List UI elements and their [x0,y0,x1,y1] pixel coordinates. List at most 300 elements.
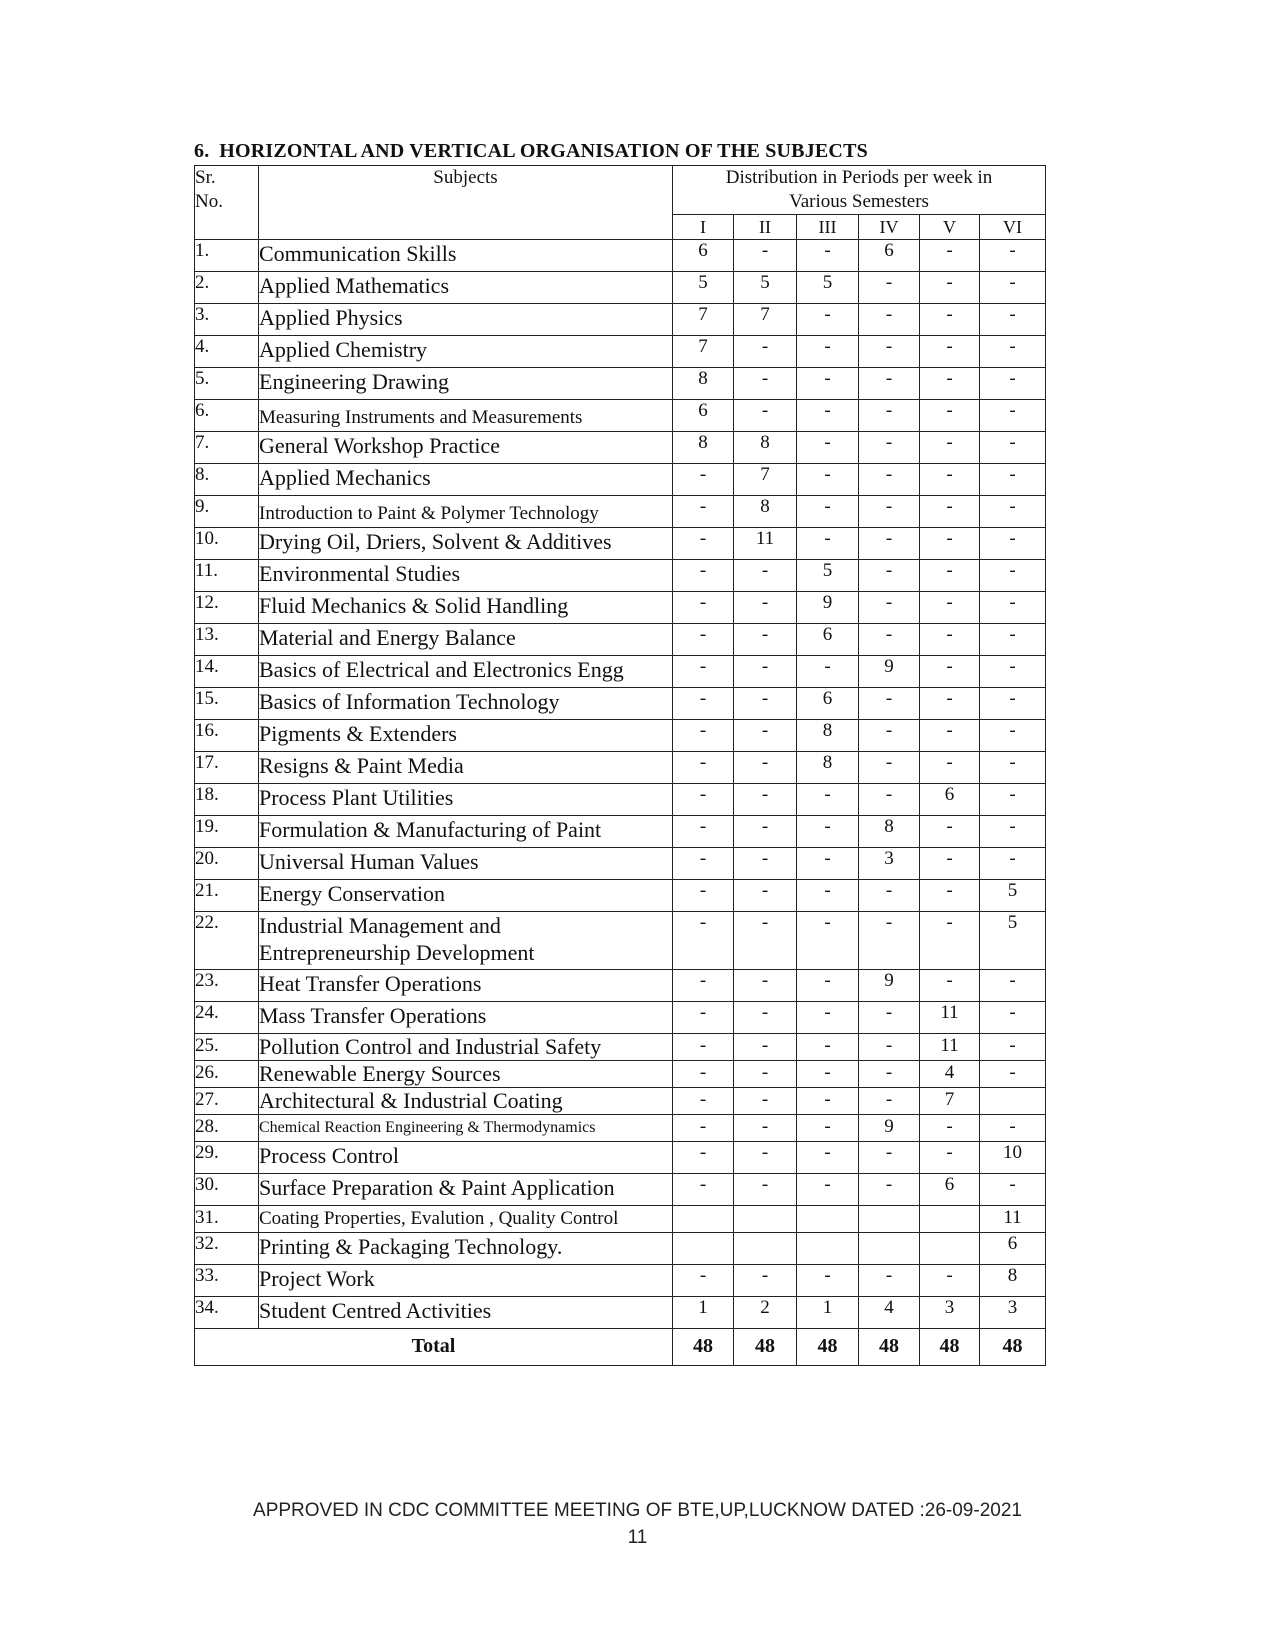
section-number: 6. [194,140,210,162]
period-cell: - [673,528,734,560]
period-cell: - [980,624,1046,656]
period-cell: - [673,1088,734,1115]
period-cell: - [673,720,734,752]
table-row [195,560,1046,592]
subject-cell: Applied Mechanics [259,464,673,496]
period-cell: - [673,912,734,970]
period-cell: - [859,560,920,592]
period-cell: - [920,656,980,688]
period-cell: 3 [980,1297,1046,1329]
period-cell: - [673,816,734,848]
period-cell: 7 [673,336,734,368]
period-cell: - [859,912,920,970]
sr-no-cell: 10. [195,528,259,560]
table-row [195,272,1046,304]
period-cell: - [920,720,980,752]
period-cell: - [859,1265,920,1297]
period-cell: - [859,1002,920,1034]
sr-no-cell: 32. [195,1233,259,1265]
period-cell: - [797,656,859,688]
period-cell: - [673,1002,734,1034]
period-cell: - [980,1115,1046,1142]
sr-no-cell: 6. [195,400,259,432]
header-semester: I [673,215,734,240]
period-cell: 8 [980,1265,1046,1297]
period-cell: 9 [859,1115,920,1142]
period-cell: - [734,560,797,592]
period-cell: - [920,496,980,528]
period-cell: - [920,1142,980,1174]
sr-no-cell: 9. [195,496,259,528]
sr-no-cell: 25. [195,1034,259,1061]
period-cell: - [980,656,1046,688]
period-cell: 8 [797,752,859,784]
table-row [195,720,1046,752]
period-cell [920,1233,980,1265]
period-cell: 6 [673,240,734,272]
sr-no-cell: 26. [195,1061,259,1088]
period-cell: - [734,656,797,688]
header-semester: IV [859,215,920,240]
period-cell: - [920,368,980,400]
subject-cell: Introduction to Paint & Polymer Technology [259,496,673,528]
period-cell: 3 [920,1297,980,1329]
section-heading [194,140,868,163]
period-cell: - [734,1174,797,1206]
period-cell: - [920,592,980,624]
table-row [195,432,1046,464]
period-cell: - [797,970,859,1002]
period-cell: - [797,1174,859,1206]
period-cell: - [859,400,920,432]
table-row [195,1034,1046,1061]
period-cell: - [920,528,980,560]
period-cell: - [859,336,920,368]
period-cell: 4 [920,1061,980,1088]
period-cell: - [734,624,797,656]
period-cell [797,1233,859,1265]
sr-no-cell: 15. [195,688,259,720]
subject-cell: Communication Skills [259,240,673,272]
period-cell: - [673,1034,734,1061]
period-cell: - [797,1034,859,1061]
sr-no-cell: 5. [195,368,259,400]
period-cell: - [673,752,734,784]
period-cell: - [797,1115,859,1142]
period-cell: - [734,784,797,816]
subject-cell: Renewable Energy Sources [259,1061,673,1088]
period-cell: - [734,1088,797,1115]
table-row [195,1174,1046,1206]
period-cell: - [734,1061,797,1088]
sr-no-cell: 14. [195,656,259,688]
subject-cell: General Workshop Practice [259,432,673,464]
table-row [195,240,1046,272]
subject-cell: Environmental Studies [259,560,673,592]
period-cell: - [980,1174,1046,1206]
period-cell: - [859,1174,920,1206]
sr-no-cell: 33. [195,1265,259,1297]
table-body [195,240,1046,1329]
period-cell: - [980,784,1046,816]
period-cell: 5 [797,560,859,592]
period-cell: - [980,688,1046,720]
sr-no-cell: 17. [195,752,259,784]
total-value: 48 [980,1329,1046,1366]
period-cell [980,1088,1046,1115]
period-cell: - [980,560,1046,592]
period-cell [920,1206,980,1233]
subject-cell: Universal Human Values [259,848,673,880]
period-cell [859,1206,920,1233]
period-cell: - [920,1115,980,1142]
subject-cell: Applied Mathematics [259,272,673,304]
table-row [195,1265,1046,1297]
period-cell: - [980,1061,1046,1088]
period-cell: - [734,1034,797,1061]
period-cell: - [673,464,734,496]
approval-footer: APPROVED IN CDC COMMITTEE MEETING OF BTE,UP,LUCKNOW DATED :26-09-2021 [253,1500,1022,1521]
period-cell: - [980,816,1046,848]
period-cell: - [797,304,859,336]
subject-cell: Formulation & Manufacturing of Paint [259,816,673,848]
sr-no-cell: 19. [195,816,259,848]
period-cell: - [859,784,920,816]
period-cell: - [797,368,859,400]
subject-cell: Project Work [259,1265,673,1297]
period-cell: - [859,1142,920,1174]
table-row [195,336,1046,368]
table-row [195,752,1046,784]
period-cell: - [980,1002,1046,1034]
subject-cell: Pigments & Extenders [259,720,673,752]
total-value: 48 [859,1329,920,1366]
subject-cell: Resigns & Paint Media [259,752,673,784]
period-cell: 7 [734,304,797,336]
period-cell: 1 [797,1297,859,1329]
period-cell: 7 [920,1088,980,1115]
period-cell: - [859,368,920,400]
subject-cell: Basics of Information Technology [259,688,673,720]
period-cell: - [673,592,734,624]
period-cell: 9 [859,970,920,1002]
period-cell: 4 [859,1297,920,1329]
subject-cell: Heat Transfer Operations [259,970,673,1002]
period-cell: 6 [980,1233,1046,1265]
period-cell [734,1206,797,1233]
period-cell: - [920,688,980,720]
header-semester: III [797,215,859,240]
period-cell: - [673,624,734,656]
subject-cell: Coating Properties, Evalution , Quality Control [259,1206,673,1233]
period-cell: - [673,880,734,912]
period-cell: - [859,464,920,496]
header-semester: V [920,215,980,240]
period-cell: - [734,880,797,912]
period-cell: - [980,336,1046,368]
period-cell: - [980,240,1046,272]
period-cell: 6 [920,1174,980,1206]
period-cell: 1 [673,1297,734,1329]
subject-cell: Printing & Packaging Technology. [259,1233,673,1265]
period-cell: 5 [980,880,1046,912]
period-cell: - [920,624,980,656]
sr-no-cell: 13. [195,624,259,656]
period-cell: - [797,880,859,912]
subject-cell: Applied Physics [259,304,673,336]
period-cell: - [859,1034,920,1061]
period-cell: - [734,816,797,848]
period-cell: - [673,1265,734,1297]
table-row [195,1206,1046,1233]
period-cell: 3 [859,848,920,880]
sr-no-cell: 24. [195,1002,259,1034]
period-cell: 8 [859,816,920,848]
period-cell: - [797,912,859,970]
subject-cell: Fluid Mechanics & Solid Handling [259,592,673,624]
sr-no-cell: 21. [195,880,259,912]
table-row [195,592,1046,624]
period-cell: - [920,752,980,784]
period-cell: - [920,400,980,432]
table-row [195,880,1046,912]
sr-no-cell: 20. [195,848,259,880]
sr-no-cell: 4. [195,336,259,368]
sr-no-cell: 11. [195,560,259,592]
period-cell: - [797,496,859,528]
period-cell: - [859,304,920,336]
table-row [195,1061,1046,1088]
total-value: 48 [734,1329,797,1366]
subject-cell: Measuring Instruments and Measurements [259,400,673,432]
subject-cell: Applied Chemistry [259,336,673,368]
sr-no-cell: 7. [195,432,259,464]
table-row [195,464,1046,496]
period-cell: - [734,400,797,432]
period-cell [859,1233,920,1265]
period-cell [673,1233,734,1265]
period-cell: - [673,496,734,528]
subject-cell: Material and Energy Balance [259,624,673,656]
period-cell: - [797,528,859,560]
table-row [195,1142,1046,1174]
period-cell: 6 [920,784,980,816]
period-cell: 11 [920,1034,980,1061]
period-cell: 8 [734,432,797,464]
period-cell: - [734,240,797,272]
period-cell: - [734,912,797,970]
period-cell: - [797,400,859,432]
period-cell: - [673,656,734,688]
period-cell: - [980,970,1046,1002]
table-row [195,1233,1046,1265]
subject-cell: Architectural & Industrial Coating [259,1088,673,1115]
period-cell: 6 [673,400,734,432]
subjects-distribution-table [194,165,1046,1366]
sr-no-cell: 18. [195,784,259,816]
subject-cell: Surface Preparation & Paint Application [259,1174,673,1206]
total-value: 48 [673,1329,734,1366]
header-subjects: Subjects [259,166,673,240]
period-cell: - [980,368,1046,400]
sr-no-cell: 29. [195,1142,259,1174]
period-cell: - [797,816,859,848]
period-cell: - [673,848,734,880]
period-cell: - [920,970,980,1002]
period-cell: - [734,752,797,784]
period-cell [797,1206,859,1233]
sr-no-cell: 1. [195,240,259,272]
total-value: 48 [920,1329,980,1366]
period-cell: - [859,528,920,560]
total-value: 48 [797,1329,859,1366]
period-cell: - [734,970,797,1002]
total-row [195,1329,1046,1366]
period-cell: - [859,496,920,528]
header-semester: VI [980,215,1046,240]
subject-line: Industrial Management and [259,913,501,938]
subject-cell: Process Control [259,1142,673,1174]
table-row [195,816,1046,848]
period-cell: 9 [859,656,920,688]
period-cell: 7 [673,304,734,336]
page-number: 11 [627,1527,648,1548]
period-cell: - [980,528,1046,560]
period-cell: - [980,464,1046,496]
sr-no-cell: 28. [195,1115,259,1142]
period-cell: - [734,368,797,400]
period-cell: 9 [797,592,859,624]
subject-cell: Pollution Control and Industrial Safety [259,1034,673,1061]
period-cell: 11 [920,1002,980,1034]
period-cell: - [859,688,920,720]
period-cell: - [797,432,859,464]
table-row [195,528,1046,560]
table-row [195,368,1046,400]
period-cell: 2 [734,1297,797,1329]
sr-no-cell: 27. [195,1088,259,1115]
sr-no-cell: 22. [195,912,259,970]
period-cell: - [734,1142,797,1174]
sr-no-cell: 12. [195,592,259,624]
period-cell: - [920,912,980,970]
subject-cell: Process Plant Utilities [259,784,673,816]
subject-cell: Engineering Drawing [259,368,673,400]
period-cell: - [859,624,920,656]
period-cell: 11 [980,1206,1046,1233]
table-row [195,1115,1046,1142]
header-semester: II [734,215,797,240]
sr-no-cell: 30. [195,1174,259,1206]
period-cell: 8 [797,720,859,752]
table-row [195,1088,1046,1115]
sr-no-cell: 34. [195,1297,259,1329]
period-cell: - [859,272,920,304]
period-cell [673,1206,734,1233]
subject-cell: Mass Transfer Operations [259,1002,673,1034]
period-cell: - [980,432,1046,464]
period-cell: - [980,1034,1046,1061]
table-row [195,912,1046,970]
period-cell: - [797,1088,859,1115]
period-cell: - [920,560,980,592]
period-cell: - [673,970,734,1002]
period-cell: 5 [980,912,1046,970]
period-cell: - [920,272,980,304]
period-cell: - [920,336,980,368]
period-cell: - [920,432,980,464]
period-cell: - [734,1265,797,1297]
period-cell: - [859,720,920,752]
period-cell: - [734,720,797,752]
period-cell: - [797,240,859,272]
period-cell: 5 [734,272,797,304]
period-cell: - [980,272,1046,304]
table-row [195,970,1046,1002]
header-sr-no: Sr. No. [195,166,259,240]
period-cell: - [980,400,1046,432]
table-row [195,784,1046,816]
period-cell: - [920,1265,980,1297]
period-cell: - [673,784,734,816]
subject-cell: Drying Oil, Driers, Solvent & Additives [259,528,673,560]
period-cell: - [980,592,1046,624]
period-cell: - [797,464,859,496]
total-label: Total [195,1329,673,1366]
period-cell: - [673,1115,734,1142]
section-title: HORIZONTAL AND VERTICAL ORGANISATION OF THE SUBJECTS [219,140,868,162]
period-cell: - [920,304,980,336]
table-row [195,656,1046,688]
period-cell: - [920,848,980,880]
subject-line: Entrepreneurship Development [259,940,535,965]
period-cell: - [673,688,734,720]
period-cell: - [920,880,980,912]
sr-no-cell: 23. [195,970,259,1002]
period-cell: - [734,688,797,720]
period-cell: - [734,1002,797,1034]
table-row [195,848,1046,880]
table-row [195,1002,1046,1034]
period-cell: - [859,880,920,912]
subject-cell [259,912,673,970]
period-cell: - [980,720,1046,752]
subject-cell: Chemical Reaction Engineering & Thermodynamics [259,1115,673,1142]
period-cell [734,1233,797,1265]
header-distribution: Distribution in Periods per week in Various Semesters [673,166,1046,215]
subject-cell: Energy Conservation [259,880,673,912]
period-cell: 11 [734,528,797,560]
period-cell: 5 [673,272,734,304]
period-cell: 6 [797,688,859,720]
period-cell: - [797,1265,859,1297]
subject-cell: Basics of Electrical and Electronics Engg [259,656,673,688]
period-cell: 7 [734,464,797,496]
period-cell: - [797,1002,859,1034]
period-cell: - [734,848,797,880]
period-cell: 8 [673,432,734,464]
sr-no-cell: 16. [195,720,259,752]
subject-cell: Student Centred Activities [259,1297,673,1329]
period-cell: - [859,432,920,464]
period-cell: - [859,1061,920,1088]
table-row [195,304,1046,336]
period-cell: - [859,752,920,784]
sr-no-cell: 3. [195,304,259,336]
period-cell: - [920,464,980,496]
period-cell: - [673,1174,734,1206]
period-cell: - [920,240,980,272]
